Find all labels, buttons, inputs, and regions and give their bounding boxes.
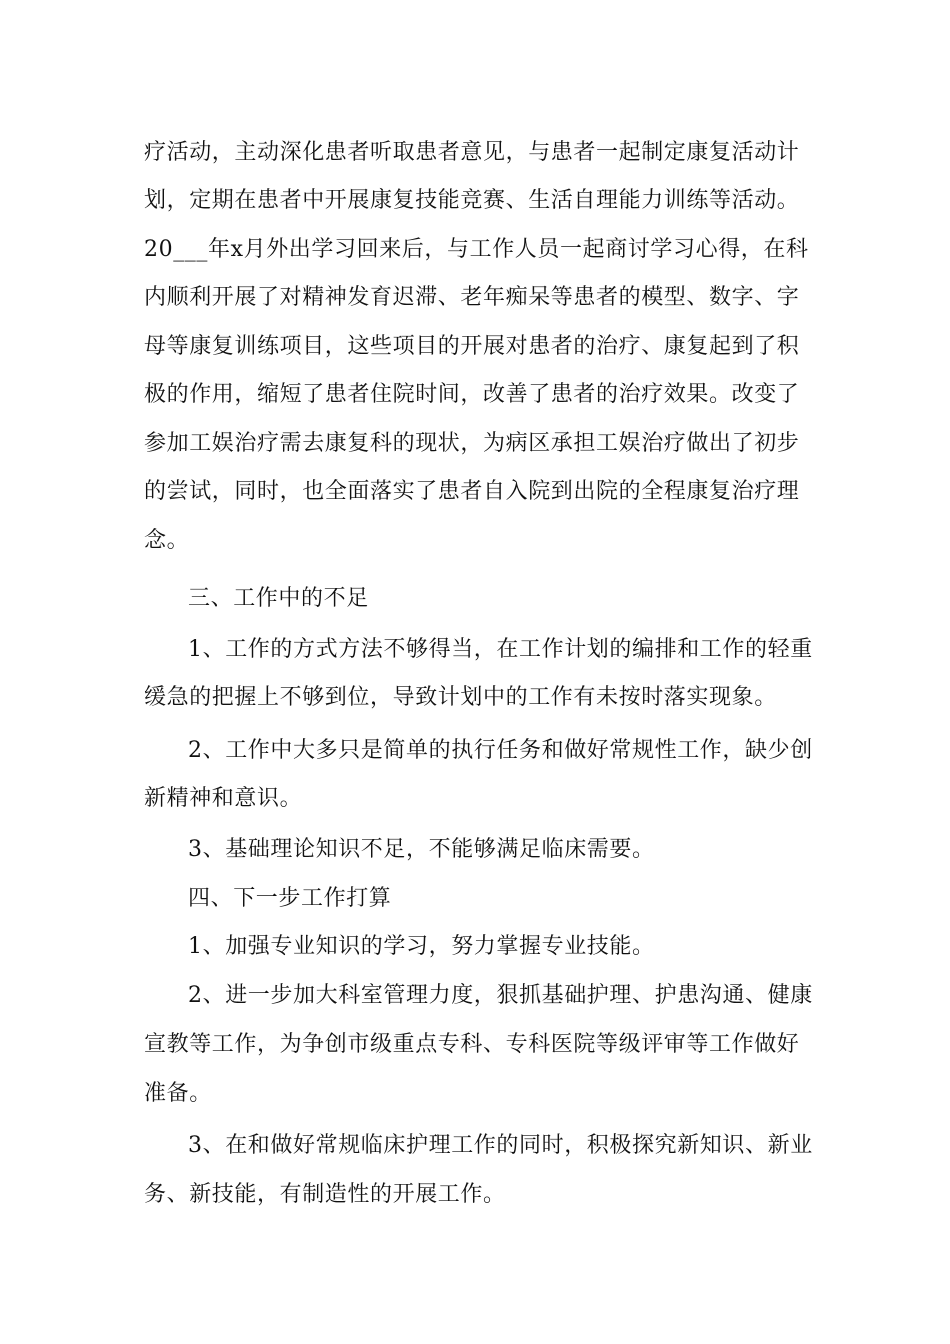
text-line: 内顺利开展了对精神发育迟滞、老年痴呆等患者的模型、数字、字 <box>144 285 800 310</box>
text-line: 2、工作中大多只是简单的执行任务和做好常规性工作，缺少创 <box>188 738 813 763</box>
text-line: 的尝试，同时，也全面落实了患者自入院到出院的全程康复治疗理 <box>144 479 800 504</box>
text-line: 务、新技能，有制造性的开展工作。 <box>144 1182 506 1207</box>
text-line: 念。 <box>144 528 190 553</box>
text-line: 1、加强专业知识的学习，努力掌握专业技能。 <box>188 934 655 959</box>
section-heading: 三、工作中的不足 <box>188 586 369 611</box>
text-line: 缓急的把握上不够到位，导致计划中的工作有未按时落实现象。 <box>144 685 777 710</box>
text-line: 3、在和做好常规临床护理工作的同时，积极探究新知识、新业 <box>188 1133 813 1158</box>
text-line: 3、基础理论知识不足，不能够满足临床需要。 <box>188 837 655 862</box>
text-line: 划，定期在患者中开展康复技能竞赛、生活自理能力训练等活动。 <box>144 188 800 213</box>
text-line: 1、工作的方式方法不够得当，在工作计划的编排和工作的轻重 <box>188 637 813 662</box>
text-line: 疗活动，主动深化患者听取患者意见，与患者一起制定康复活动计 <box>144 140 800 165</box>
text-line: 新精神和意识。 <box>144 786 303 811</box>
section-heading: 四、下一步工作打算 <box>188 886 392 911</box>
text-line: 2、进一步加大科室管理力度，狠抓基础护理、护患沟通、健康 <box>188 983 813 1008</box>
text-line: 参加工娱治疗需去康复科的现状，为病区承担工娱治疗做出了初步 <box>144 431 800 456</box>
text-line: 极的作用，缩短了患者住院时间，改善了患者的治疗效果。改变了 <box>144 382 800 407</box>
text-line: 母等康复训练项目，这些项目的开展对患者的治疗、康复起到了积 <box>144 334 800 359</box>
text-line: 准备。 <box>144 1081 212 1106</box>
text-line: 20___年x月外出学习回来后，与工作人员一起商讨学习心得，在科 <box>144 237 809 262</box>
text-line: 宣教等工作，为争创市级重点专科、专科医院等级评审等工作做好 <box>144 1032 800 1057</box>
